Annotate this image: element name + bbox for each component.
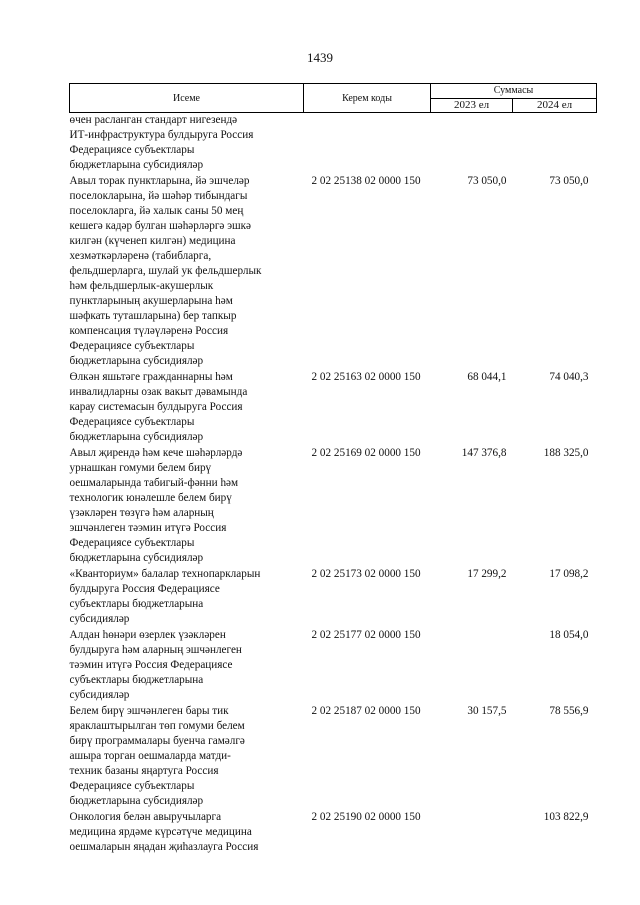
- name-line: медицина ярдәме күрсәтүче медицина: [69, 826, 252, 838]
- row-2023: [431, 113, 513, 174]
- name-line: бюджетларына субсидияләр: [69, 431, 204, 443]
- row-code: [304, 113, 431, 174]
- table-body: [70, 113, 597, 856]
- row-2023: [431, 809, 513, 855]
- header-sum: Суммасы: [431, 84, 597, 99]
- row-name: [70, 113, 304, 174]
- row-2023: 73 050,0: [467, 175, 507, 187]
- name-line: шәфкать туташларына) бер тапкыр: [69, 310, 237, 322]
- table-row: [70, 566, 597, 627]
- name-line: үзәкләрен төзүгә һәм аларның: [69, 507, 214, 519]
- name-line: пунктларының акушерларына һәм: [69, 295, 233, 307]
- table-header: [70, 84, 597, 113]
- name-line: Белем бирү эшчәнлеген бары тик: [69, 705, 229, 717]
- row-code: 2 02 25163 02 0000 150: [311, 371, 421, 383]
- name-line: булдыруга Россия Федерациясе: [69, 583, 220, 595]
- name-line: һәм фельдшерлык-акушерлык: [69, 280, 214, 292]
- name-line: Федерациясе субъектлары: [69, 537, 195, 549]
- name-line: субъектлары бюджетларына: [69, 598, 204, 610]
- table-row: [70, 703, 597, 809]
- row-2024: 18 054,0: [549, 629, 589, 641]
- row-2024: 78 556,9: [549, 705, 589, 717]
- name-line: тәэмин итүгә Россия Федерациясе: [69, 659, 233, 671]
- row-name: [70, 703, 304, 809]
- row-2024: [513, 113, 597, 174]
- row-2024: 17 098,2: [549, 568, 589, 580]
- name-line: бюджетларына субсидияләр: [69, 552, 204, 564]
- row-2024: 103 822,9: [543, 811, 589, 823]
- name-line: бюджетларына субсидияләр: [69, 795, 204, 807]
- name-line: бирү программалары буенча гамәлгә: [69, 735, 245, 747]
- name-line: субсидияләр: [69, 613, 130, 625]
- name-line: компенсация түләүләренә Россия: [69, 325, 229, 337]
- page-number: 1439: [307, 50, 333, 65]
- name-line: фельдшерларга, шулай ук фельдшерлык: [69, 265, 262, 277]
- name-line: субсидияләр: [69, 689, 130, 701]
- row-code: 2 02 25169 02 0000 150: [311, 447, 421, 459]
- row-code: 2 02 25138 02 0000 150: [311, 175, 421, 187]
- table-row: [70, 445, 597, 566]
- name-line: инвалидларны озак вакыт дәвамында: [69, 386, 248, 398]
- row-2024: 73 050,0: [549, 175, 589, 187]
- name-line: оешмаларында табигый-фәнни һәм: [69, 477, 239, 489]
- row-2023: 147 376,8: [461, 447, 507, 459]
- row-code: 2 02 25173 02 0000 150: [311, 568, 421, 580]
- name-line: Авыл җирендә һәм кече шәһәрләрдә: [69, 447, 243, 459]
- name-line: яраклаштырылган төп гомуми белем: [69, 720, 245, 732]
- name-line: хезмәткәрләренә (табибларга,: [69, 250, 212, 262]
- row-name: [70, 369, 304, 445]
- header-code: Керем коды: [304, 84, 431, 113]
- table-row: [70, 627, 597, 703]
- row-name: [70, 809, 304, 855]
- row-2023: 68 044,1: [467, 371, 507, 383]
- row-2023: 17 299,2: [467, 568, 507, 580]
- name-line: Авыл торак пунктларына, йә эшчеләр: [69, 175, 250, 187]
- header-name: Исеме: [70, 84, 304, 113]
- row-name: [70, 445, 304, 566]
- name-line: Федерациясе субъектлары: [69, 144, 195, 156]
- name-line: техник базаны яңартуга Россия: [69, 765, 219, 777]
- name-line: булдыруга һәм аларның эшчәнлеген: [69, 644, 242, 656]
- name-line: бюджетларына субсидияләр: [69, 159, 204, 171]
- name-line: эшчәнлеген тәэмин итүгә Россия: [69, 522, 227, 534]
- name-line: карау системасын булдыруга Россия: [69, 401, 243, 413]
- row-2023: 30 157,5: [467, 705, 507, 717]
- row-name: [70, 566, 304, 627]
- table-row: [70, 113, 597, 174]
- row-2024: 188 325,0: [543, 447, 589, 459]
- budget-table: [69, 83, 597, 855]
- table-row: [70, 369, 597, 445]
- name-line: поселокларына, йә шәһәр тибындагы: [69, 190, 248, 202]
- row-name: [70, 173, 304, 369]
- name-line: өчен расланган стандарт нигезендә: [69, 114, 238, 126]
- row-code: 2 02 25177 02 0000 150: [311, 629, 421, 641]
- name-line: килгән (күченеп килгән) медицина: [69, 235, 236, 247]
- name-line: бюджетларына субсидияләр: [69, 355, 204, 367]
- name-line: Алдан һөнәри өзерлек үзәкләрен: [69, 629, 226, 641]
- header-year-2023: 2023 ел: [431, 98, 513, 113]
- name-line: Федерациясе субъектлары: [69, 780, 195, 792]
- name-line: оешмаларын яңадан җиһазлауга Россия: [69, 841, 259, 853]
- name-line: урнашкан гомуми белем бирү: [69, 462, 212, 474]
- name-line: ИТ-инфраструктура булдыруга Россия: [69, 129, 254, 141]
- name-line: кешегә кадәр булган шәһәрләргә эшкә: [69, 220, 252, 232]
- name-line: Онкология белән авыручыларга: [69, 811, 222, 823]
- name-line: ашыра торган оешмаларда матди-: [69, 750, 231, 762]
- name-line: «Кванториум» балалар технопаркларын: [69, 568, 261, 580]
- row-2023: [431, 627, 513, 703]
- name-line: Федерациясе субъектлары: [69, 416, 195, 428]
- table-row: [70, 173, 597, 369]
- name-line: технологик юнәлешле белем бирү: [69, 492, 232, 504]
- row-code: 2 02 25187 02 0000 150: [311, 705, 421, 717]
- name-line: поселокларга, йә халык саны 50 мең: [69, 205, 244, 217]
- name-line: субъектлары бюджетларына: [69, 674, 204, 686]
- name-line: Өлкән яшьтәге гражданнарны һәм: [69, 371, 233, 383]
- row-2024: 74 040,3: [549, 371, 589, 383]
- name-line: Федерациясе субъектлары: [69, 340, 195, 352]
- row-code: 2 02 25190 02 0000 150: [311, 811, 421, 823]
- header-year-2024: 2024 ел: [513, 98, 597, 113]
- table-row: [70, 809, 597, 855]
- row-name: [70, 627, 304, 703]
